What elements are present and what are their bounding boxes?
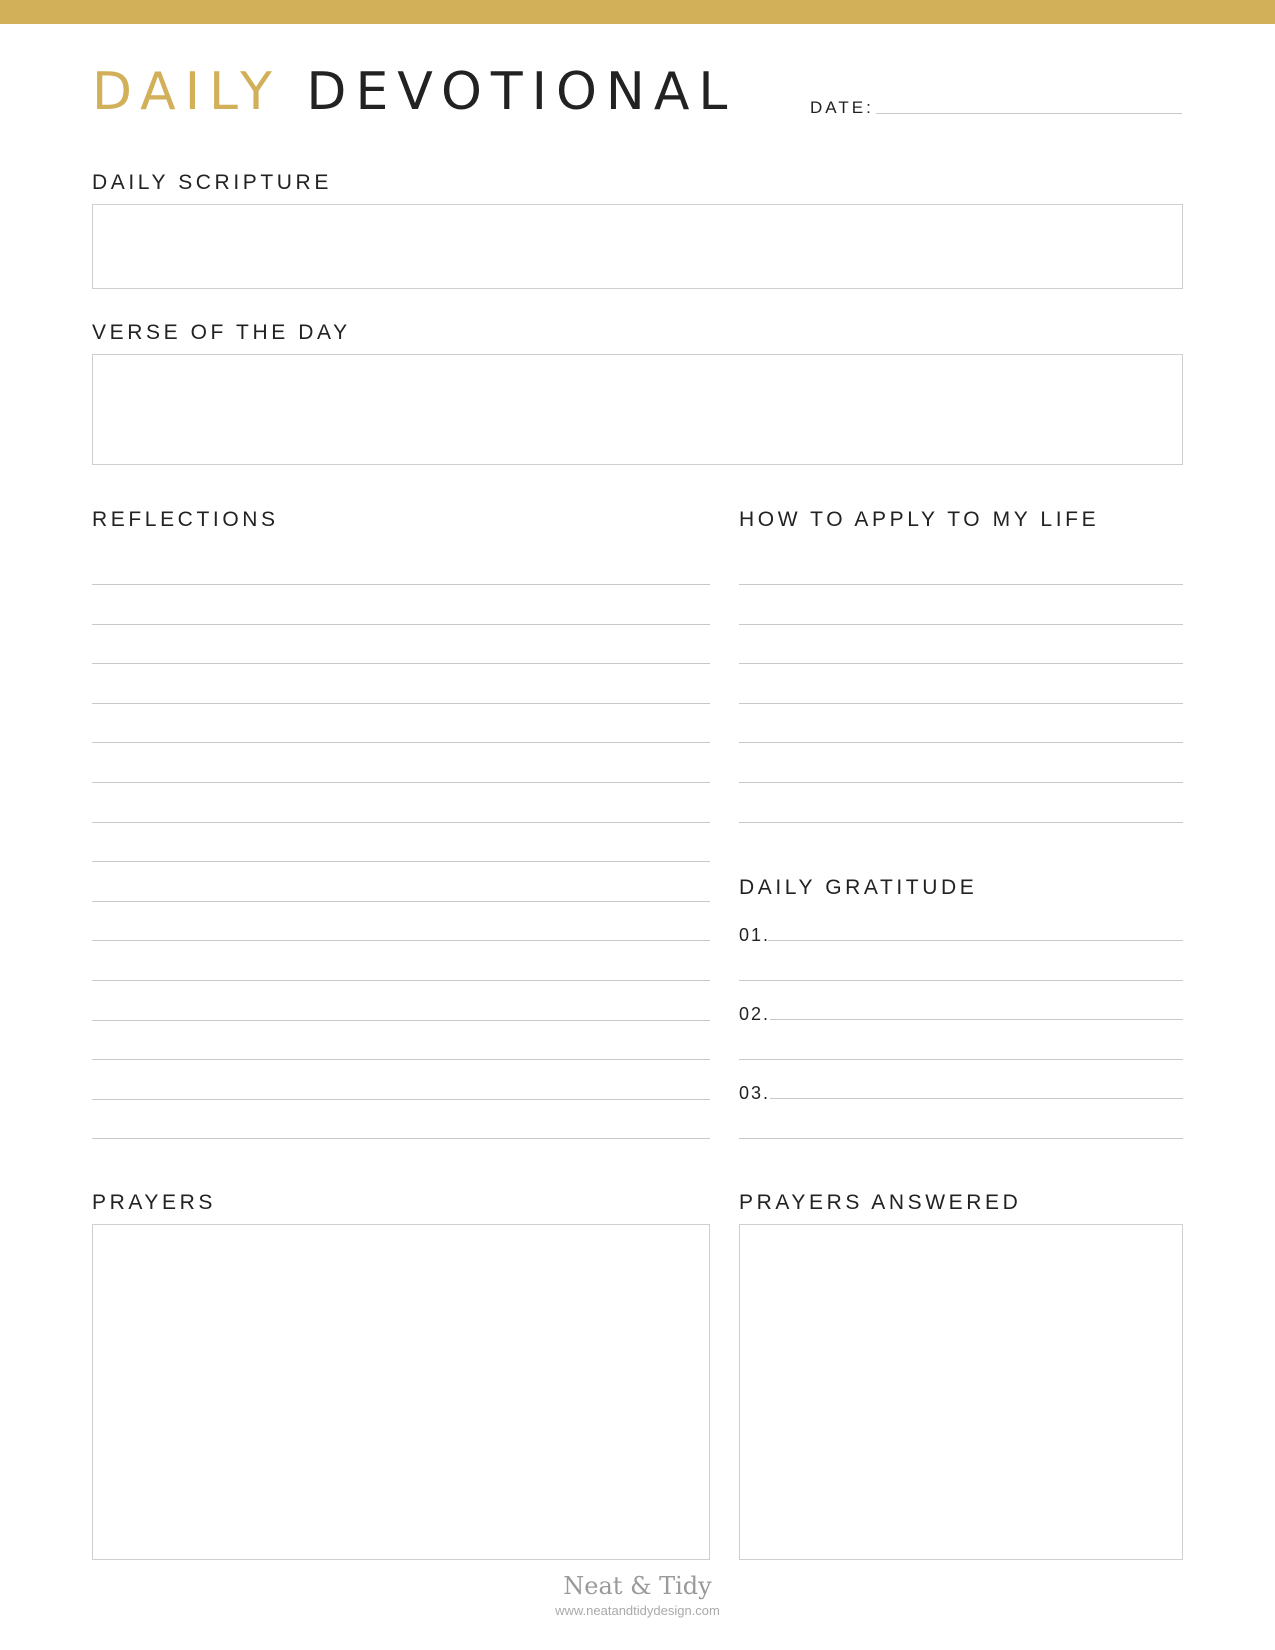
daily-gratitude-label: DAILY GRATITUDE (739, 876, 978, 899)
reflections-label: REFLECTIONS (92, 508, 279, 531)
prayers-box[interactable] (92, 1224, 710, 1560)
reflection-line[interactable] (92, 822, 710, 823)
reflection-line[interactable] (92, 1138, 710, 1139)
reflection-line[interactable] (92, 584, 710, 585)
page-title (92, 62, 736, 122)
reflection-line[interactable] (92, 861, 710, 862)
title-main: DEVOTIONAL (306, 62, 737, 122)
daily-scripture-box[interactable] (92, 204, 1183, 289)
apply-line[interactable] (739, 782, 1183, 783)
gratitude-line-1[interactable] (768, 940, 1183, 941)
top-accent-bar (0, 0, 1275, 24)
apply-line[interactable] (739, 624, 1183, 625)
reflection-line[interactable] (92, 782, 710, 783)
apply-line[interactable] (739, 703, 1183, 704)
verse-of-the-day-label: VERSE OF THE DAY (92, 321, 351, 344)
reflection-line[interactable] (92, 742, 710, 743)
verse-of-the-day-box[interactable] (92, 354, 1183, 465)
reflection-line[interactable] (92, 901, 710, 902)
gratitude-number-3: 03. (739, 1083, 771, 1103)
daily-scripture-label: DAILY SCRIPTURE (92, 171, 332, 194)
date-label: DATE: (810, 98, 874, 117)
gratitude-line[interactable] (739, 1138, 1183, 1139)
prayers-answered-label: PRAYERS ANSWERED (739, 1191, 1022, 1214)
apply-line[interactable] (739, 822, 1183, 823)
gratitude-line-2[interactable] (770, 1019, 1183, 1020)
apply-line[interactable] (739, 663, 1183, 664)
reflection-line[interactable] (92, 980, 710, 981)
reflection-line[interactable] (92, 624, 710, 625)
gratitude-number-1: 01. (739, 925, 771, 945)
prayers-answered-box[interactable] (739, 1224, 1183, 1560)
brand-url: www.neatandtidydesign.com (555, 1603, 720, 1618)
apply-line[interactable] (739, 584, 1183, 585)
brand-logo: Neat & Tidy (563, 1572, 712, 1600)
reflection-line[interactable] (92, 703, 710, 704)
apply-line[interactable] (739, 742, 1183, 743)
reflection-line[interactable] (92, 663, 710, 664)
gratitude-number-2: 02. (739, 1004, 771, 1024)
gratitude-line[interactable] (739, 1059, 1183, 1060)
title-accent: DAILY (92, 62, 281, 122)
how-to-apply-label: HOW TO APPLY TO MY LIFE (739, 508, 1100, 531)
date-field[interactable] (876, 113, 1182, 114)
reflection-line[interactable] (92, 940, 710, 941)
reflection-line[interactable] (92, 1020, 710, 1021)
reflection-line[interactable] (92, 1099, 710, 1100)
gratitude-line[interactable] (739, 980, 1183, 981)
reflection-line[interactable] (92, 1059, 710, 1060)
gratitude-line-3[interactable] (770, 1098, 1183, 1099)
prayers-label: PRAYERS (92, 1191, 217, 1214)
